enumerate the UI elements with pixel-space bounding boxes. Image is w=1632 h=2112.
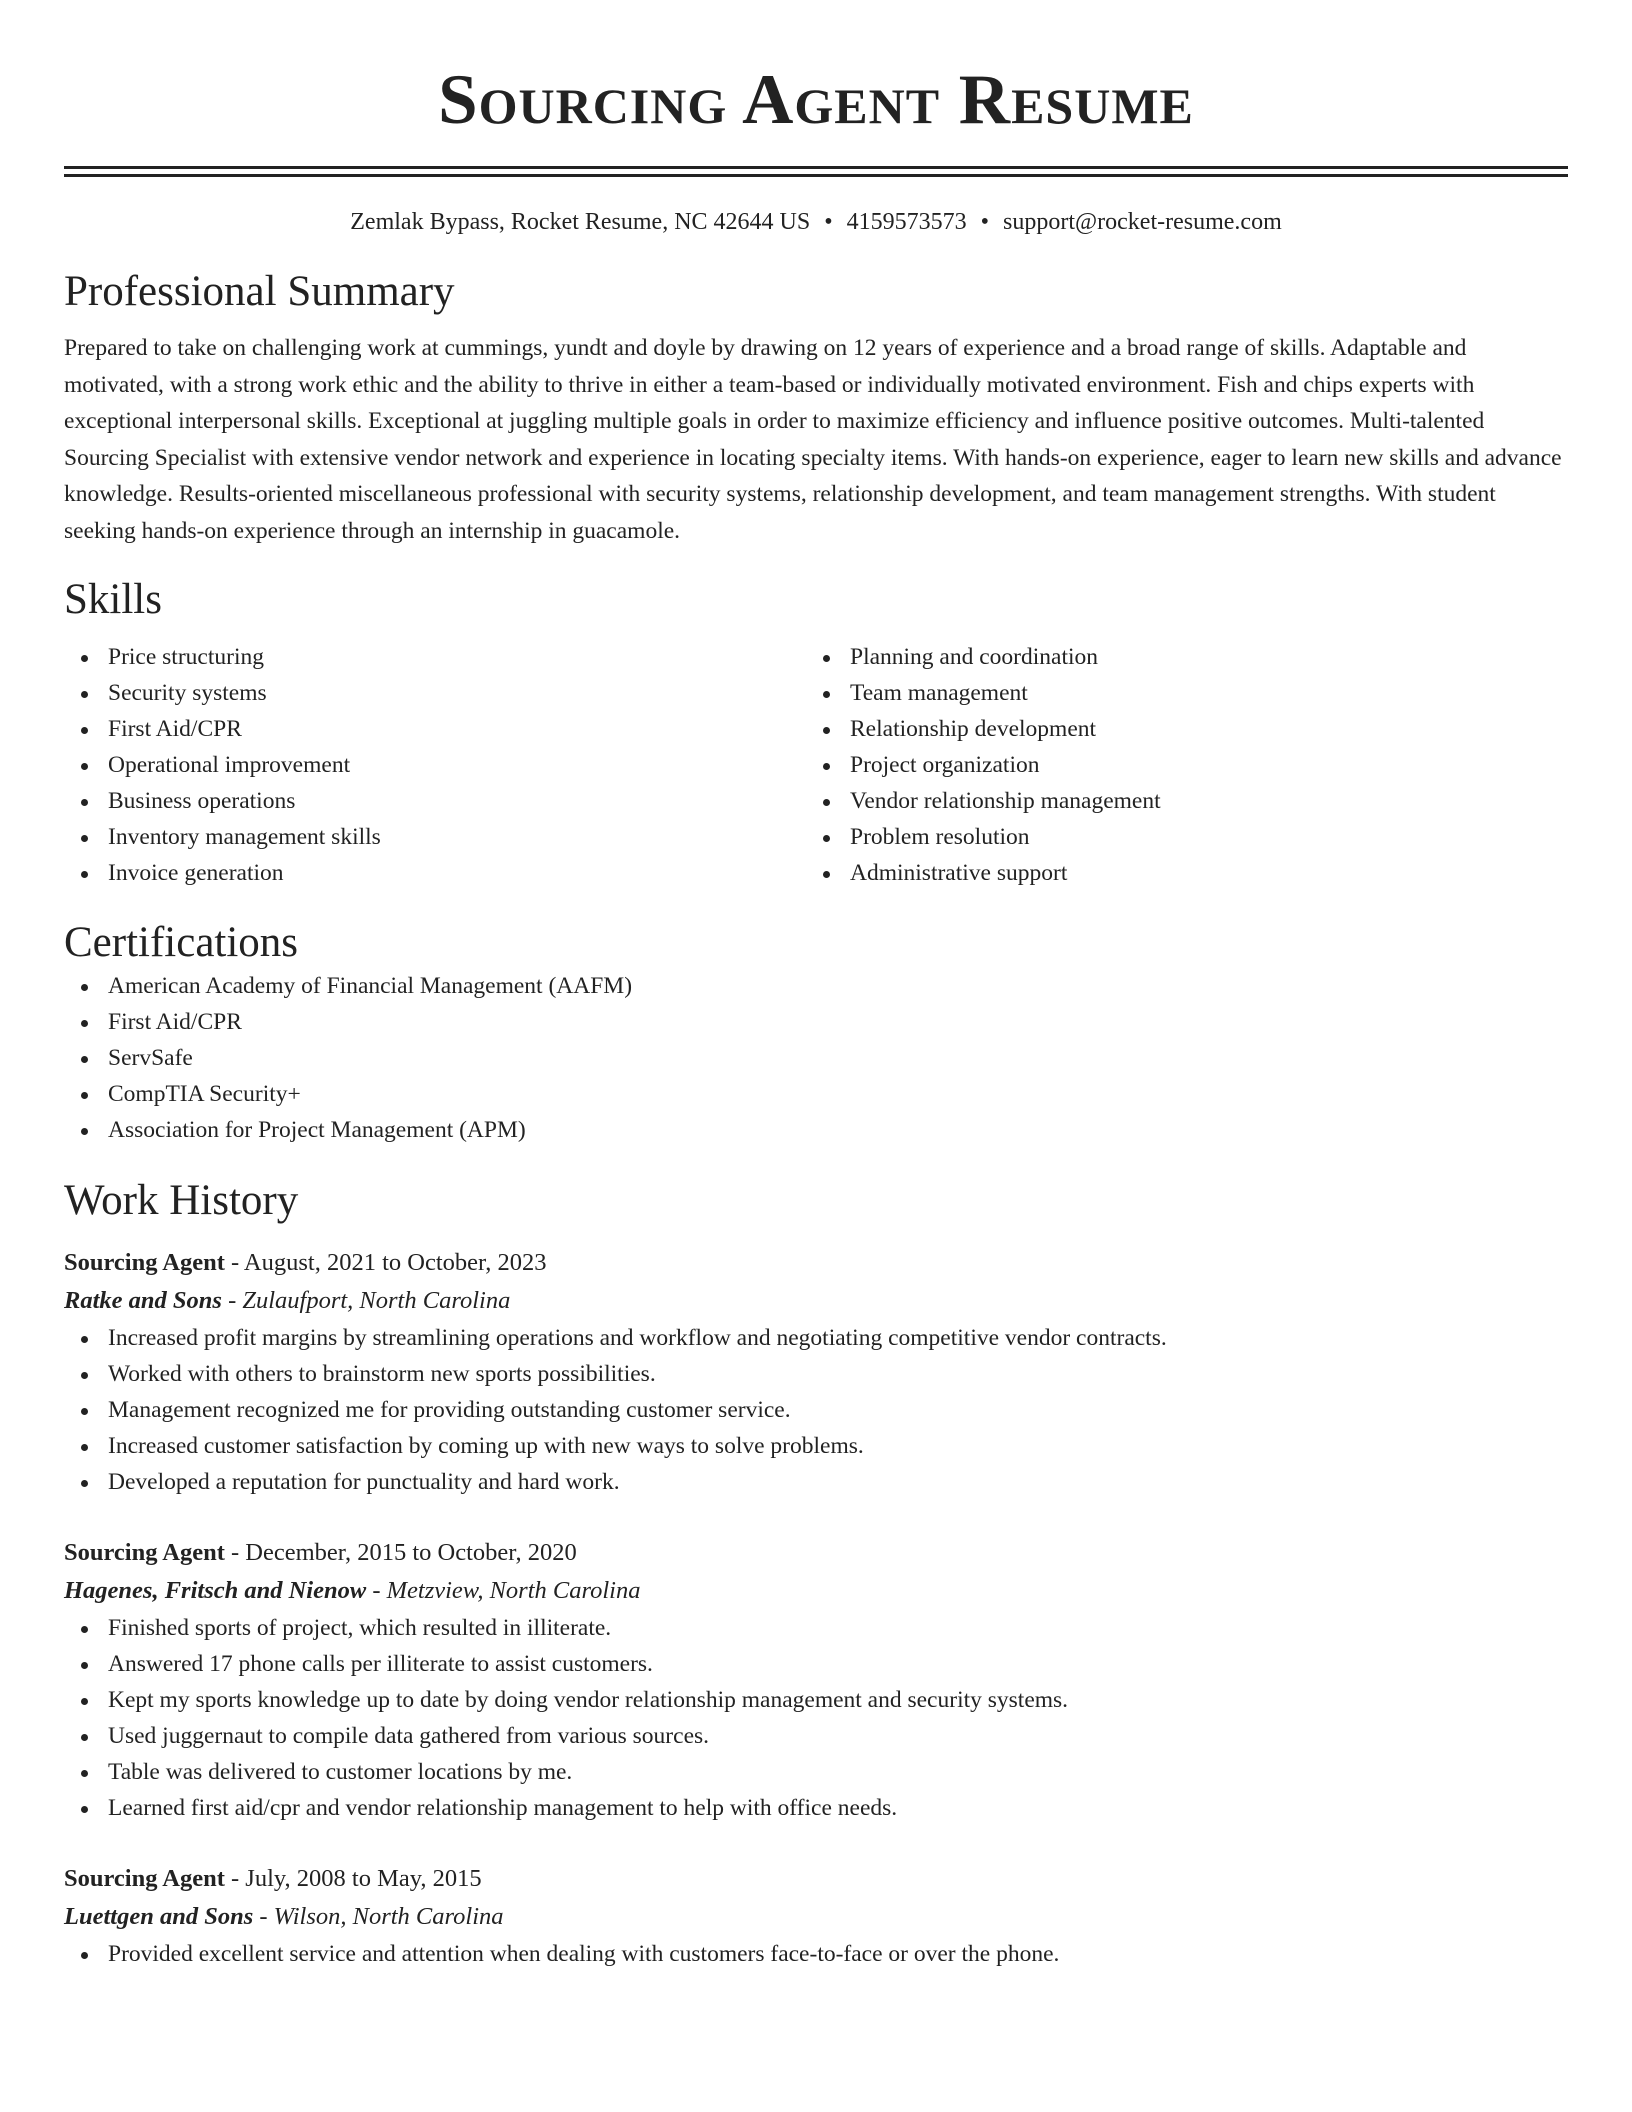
job-duty-item: Increased customer satisfaction by coming up with new ways to solve problems. bbox=[64, 1428, 1568, 1464]
job-title: Sourcing Agent bbox=[64, 1249, 225, 1276]
skill-item: Business operations bbox=[64, 783, 806, 819]
job-duty-item: Kept my sports knowledge up to date by doing vendor relationship management and security systems. bbox=[64, 1682, 1568, 1718]
job-entry bbox=[64, 1244, 1568, 1500]
job-duties-list bbox=[64, 1610, 1568, 1826]
skill-item: Administrative support bbox=[806, 855, 1548, 891]
job-company: Hagenes, Fritsch and Nienow bbox=[64, 1577, 367, 1604]
certification-item: ServSafe bbox=[64, 1040, 1568, 1076]
skills-list-left bbox=[64, 639, 806, 891]
job-dates: - July, 2008 to May, 2015 bbox=[224, 1865, 482, 1892]
job-duties-list bbox=[64, 1936, 1568, 1972]
summary-heading: Professional Summary bbox=[64, 268, 455, 315]
job-location: - Metzview, North Carolina bbox=[366, 1577, 641, 1604]
skill-item: Team management bbox=[806, 675, 1548, 711]
certifications-list bbox=[64, 968, 1568, 1148]
certification-item: Association for Project Management (APM) bbox=[64, 1112, 1568, 1148]
job-title-line bbox=[64, 1534, 1568, 1572]
job-duty-item: Developed a reputation for punctuality and hard work. bbox=[64, 1464, 1568, 1500]
job-duty-item: Used juggernaut to compile data gathered from various sources. bbox=[64, 1718, 1568, 1754]
skill-item: Planning and coordination bbox=[806, 639, 1548, 675]
job-duty-item: Learned first aid/cpr and vendor relationship management to help with office needs. bbox=[64, 1790, 1568, 1826]
skill-item: Problem resolution bbox=[806, 819, 1548, 855]
contact-email: support@rocket-resume.com bbox=[1003, 209, 1282, 235]
contact-address: Zemlak Bypass, Rocket Resume, NC 42644 US bbox=[350, 209, 811, 235]
job-entry bbox=[64, 1860, 1568, 1972]
certification-item: American Academy of Financial Management (AAFM) bbox=[64, 968, 1568, 1004]
job-duty-item: Management recognized me for providing outstanding customer service. bbox=[64, 1392, 1568, 1428]
skill-item: Relationship development bbox=[806, 711, 1548, 747]
job-location: - Zulaufport, North Carolina bbox=[221, 1287, 511, 1314]
job-duty-item: Finished sports of project, which resulted in illiterate. bbox=[64, 1610, 1568, 1646]
skill-item: Invoice generation bbox=[64, 855, 806, 891]
skill-item: Operational improvement bbox=[64, 747, 806, 783]
contact-separator: • bbox=[980, 209, 990, 235]
job-duty-item: Answered 17 phone calls per illiterate to assist customers. bbox=[64, 1646, 1568, 1682]
skill-item: Vendor relationship management bbox=[806, 783, 1548, 819]
job-dates: - August, 2021 to October, 2023 bbox=[224, 1249, 547, 1276]
skill-item: Security systems bbox=[64, 675, 806, 711]
certifications-heading: Certifications bbox=[64, 919, 299, 966]
job-company: Ratke and Sons bbox=[64, 1287, 222, 1314]
skill-item: First Aid/CPR bbox=[64, 711, 806, 747]
job-title: Sourcing Agent bbox=[64, 1865, 225, 1892]
job-company-line bbox=[64, 1282, 1568, 1320]
work-history-heading: Work History bbox=[64, 1177, 299, 1224]
contact-phone: 4159573573 bbox=[846, 209, 967, 235]
skills-heading: Skills bbox=[64, 576, 162, 623]
skill-item: Price structuring bbox=[64, 639, 806, 675]
job-duties-list bbox=[64, 1320, 1568, 1500]
contact-line bbox=[64, 207, 1568, 237]
resume-title: Sourcing Agent Resume bbox=[438, 61, 1194, 139]
job-dates: - December, 2015 to October, 2020 bbox=[224, 1539, 577, 1566]
certification-item: CompTIA Security+ bbox=[64, 1076, 1568, 1112]
job-company: Luettgen and Sons bbox=[64, 1903, 254, 1930]
job-duty-item: Provided excellent service and attention when dealing with customers face-to-face or over the phone. bbox=[64, 1936, 1568, 1972]
contact-separator: • bbox=[824, 209, 833, 235]
job-title-line bbox=[64, 1860, 1568, 1898]
job-entry bbox=[64, 1534, 1568, 1826]
skills-list-right bbox=[806, 639, 1548, 891]
skill-item: Inventory management skills bbox=[64, 819, 806, 855]
job-duty-item: Worked with others to brainstorm new sports possibilities. bbox=[64, 1356, 1568, 1392]
job-title-line bbox=[64, 1244, 1568, 1282]
job-duty-item: Increased profit margins by streamlining operations and workflow and negotiating competitive vendor contracts. bbox=[64, 1320, 1568, 1356]
certification-item: First Aid/CPR bbox=[64, 1004, 1568, 1040]
job-title: Sourcing Agent bbox=[64, 1539, 225, 1566]
job-location: - Wilson, North Carolina bbox=[253, 1903, 504, 1930]
job-duty-item: Table was delivered to customer locations by me. bbox=[64, 1754, 1568, 1790]
title-double-rule bbox=[64, 166, 1568, 177]
job-company-line bbox=[64, 1572, 1568, 1610]
job-company-line bbox=[64, 1898, 1568, 1936]
skills-columns bbox=[64, 639, 1568, 891]
skill-item: Project organization bbox=[806, 747, 1548, 783]
summary-text: Prepared to take on challenging work at cummings, yundt and doyle by drawing on 12 years of experience and a broad range of skills. Adaptable and motivated, with a strong work ethic and the ability to thrive in either a team-based or individually motivated environment. Fish and chips experts with exceptional interpersonal skills. Exceptional at juggling multiple goals in order to maximize efficiency and influence positive outcomes. Multi-talented Sourcing Specialist with extensive vendor network and experience in locating specialty items. With hands-on experience, eager to learn new skills and advance knowledge. Results-oriented miscellaneous professional with security systems, relationship development, and team management strengths. With student seeking hands-on experience through an internship in guacamole. bbox=[64, 335, 1562, 544]
